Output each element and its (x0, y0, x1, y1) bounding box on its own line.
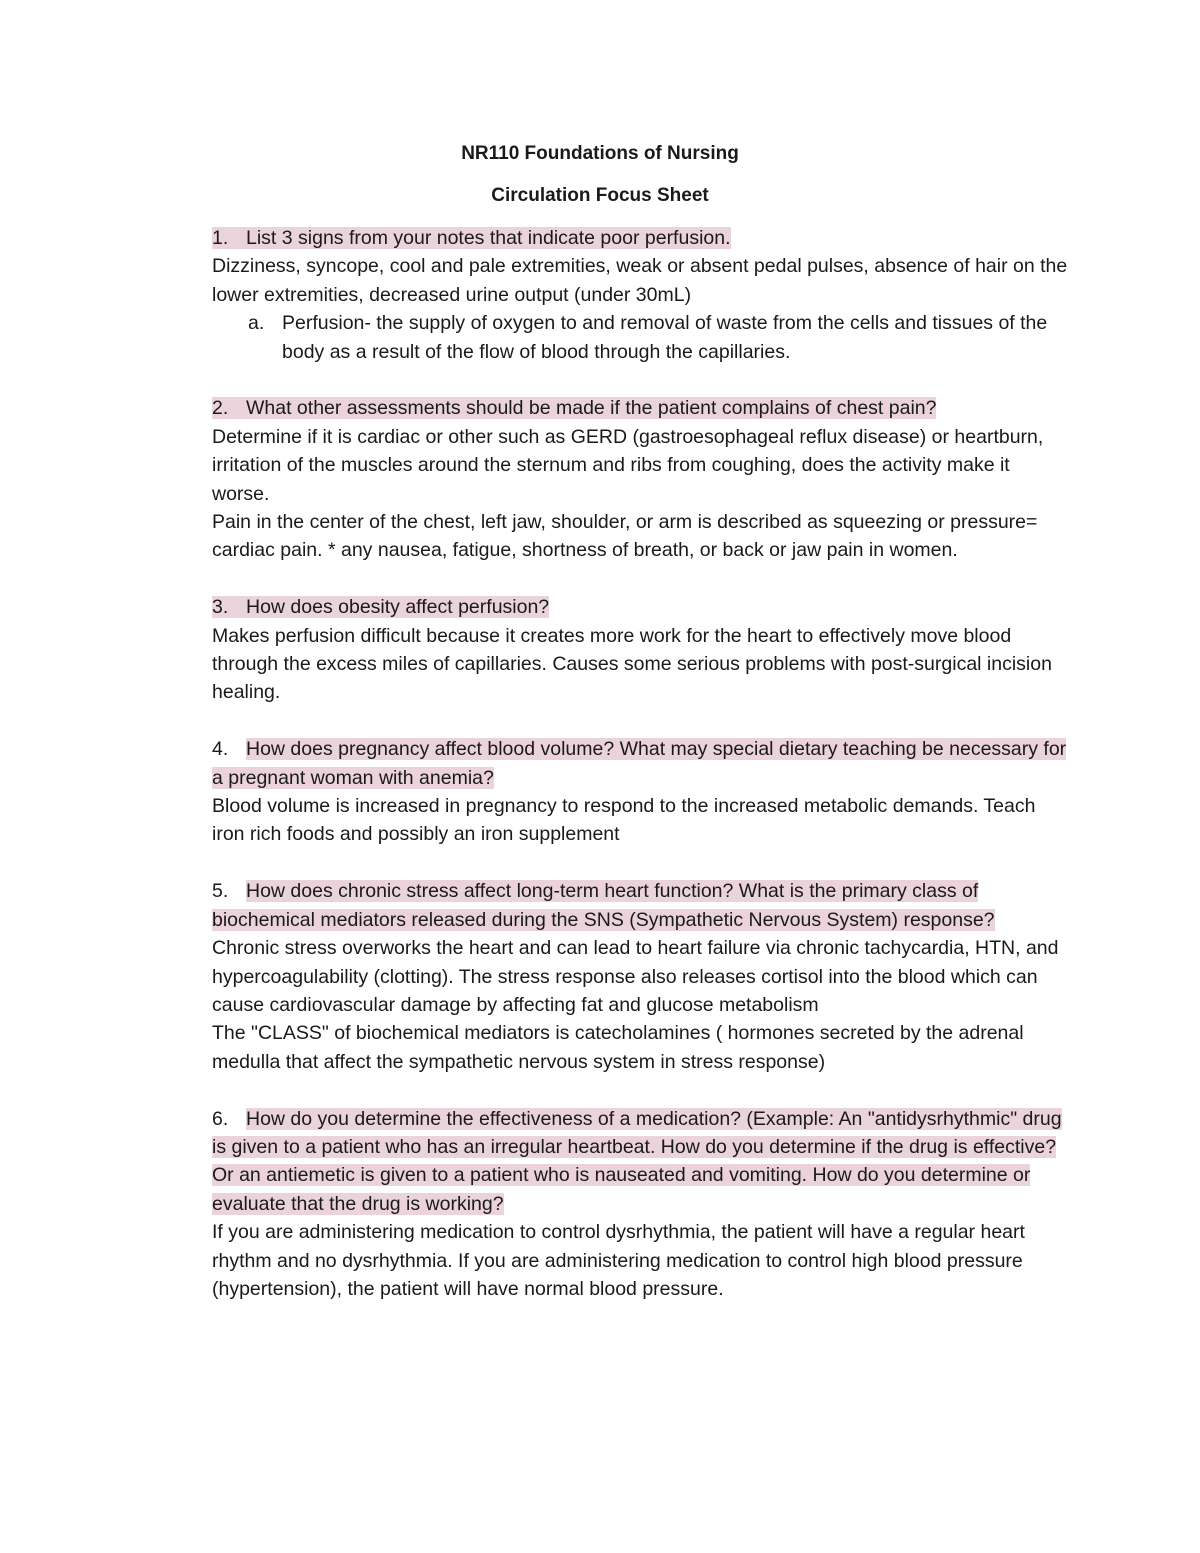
question-2 (212, 394, 1072, 422)
question-4-text: How does pregnancy affect blood volume? What may special dietary teaching be necessary for a pregnant woman with anemia? (212, 738, 1067, 789)
answer-3-1: Makes perfusion difficult because it creates more work for the heart to effectively move blood through the excess miles of capillaries. Causes some serious problems with post-surgical incision healing. (212, 624, 1052, 704)
spacer (212, 366, 1072, 394)
spacer (212, 849, 1072, 877)
question-2-number: 2. (212, 397, 229, 420)
question-3-number: 3. (212, 596, 229, 619)
answer-4-1: Blood volume is increased in pregnancy to respond to the increased metabolic demands. Teach iron rich foods and possibly an iron supplement (212, 795, 1036, 846)
spacer (212, 707, 1072, 735)
sub-item-1a (212, 309, 1072, 366)
answer-6-1: If you are administering medication to control dysrhythmia, the patient will have a regular heart rhythm and no dysrhythmia. If you are administering medication to control high blood pressure (hypertension), the patient will have normal blood pressure. (212, 1221, 1025, 1300)
question-3 (212, 593, 1072, 621)
sub-item-1a-marker: a. (248, 312, 265, 335)
question-2-highlight (212, 397, 936, 419)
document-subtitle: Circulation Focus Sheet (491, 185, 709, 206)
question-4-number: 4. (212, 738, 229, 761)
question-1-text: List 3 signs from your notes that indicate poor perfusion. (246, 227, 731, 249)
question-4 (212, 735, 1072, 792)
question-block-5 (212, 877, 1072, 1076)
question-6-text: How do you determine the effectiveness of a medication? (Example: An "antidysrhythmic" drug is given to a patient who has an irregular heartbeat. How do you determine if the drug is effective? Or an antiemetic is given to a patient who is nauseated and vomiting. How do you determine or evaluate that the drug is working? (212, 1107, 1062, 1215)
question-1-number: 1. (212, 227, 229, 249)
question-block-4 (212, 735, 1072, 849)
question-3-text: How does obesity affect perfusion? (246, 596, 550, 619)
answer-5-2: The "CLASS" of biochemical mediators is catecholamines ( hormones secreted by the adrenal medulla that affect the sympathetic nervous system in stress response) (212, 1022, 1024, 1073)
answer-1-1: Dizziness, syncope, cool and pale extremities, weak or absent pedal pulses, absence of hair on the lower extremities, decreased urine output (under 30mL) (212, 255, 1068, 306)
question-3-highlight (212, 596, 549, 618)
spacer (212, 1076, 1072, 1104)
question-block-6 (212, 1105, 1072, 1304)
question-block-3 (212, 593, 1072, 707)
question-2-text: What other assessments should be made if the patient complains of chest pain? (246, 397, 937, 420)
question-5-highlight (212, 880, 995, 930)
question-6-highlight (212, 1108, 1062, 1215)
answer-2-2: Pain in the center of the chest, left jaw, shoulder, or arm is described as squeezing or pressure= cardiac pain. * any nausea, fatigue, shortness of breath, or back or jaw pain in women. (212, 511, 1038, 562)
question-6-number: 6. (212, 1107, 229, 1130)
answer-2-1: Determine if it is cardiac or other such as GERD (gastroesophageal reflux disease) or heartburn, irritation of the muscles around the sternum and ribs from coughing, does the activity make it worse. (212, 425, 1044, 505)
question-5-text: How does chronic stress affect long-term heart function? What is the primary class of biochemical mediators released during the SNS (Sympathetic Nervous System) response? (212, 880, 995, 931)
question-block-2 (212, 394, 1072, 564)
sub-item-1a-text: Perfusion- the supply of oxygen to and removal of waste from the cells and tissues of the body as a result of the flow of blood through the capillaries. (282, 312, 1048, 363)
question-1-highlight (212, 227, 731, 249)
question-1 (212, 224, 1072, 252)
question-5-number: 5. (212, 880, 229, 903)
document-title: NR110 Foundations of Nursing (461, 143, 739, 164)
question-block-1 (212, 224, 1072, 366)
question-6 (212, 1105, 1072, 1219)
spacer (212, 565, 1072, 593)
document-body (212, 224, 1072, 1303)
question-4-highlight (212, 738, 1066, 788)
question-5 (212, 877, 1072, 934)
answer-5-1: Chronic stress overworks the heart and can lead to heart failure via chronic tachycardia, HTN, and hypercoagulability (clotting). The stress response also releases cortisol into the blood which can cause cardiovascular damage by affecting fat and glucose metabolism (212, 937, 1059, 1016)
